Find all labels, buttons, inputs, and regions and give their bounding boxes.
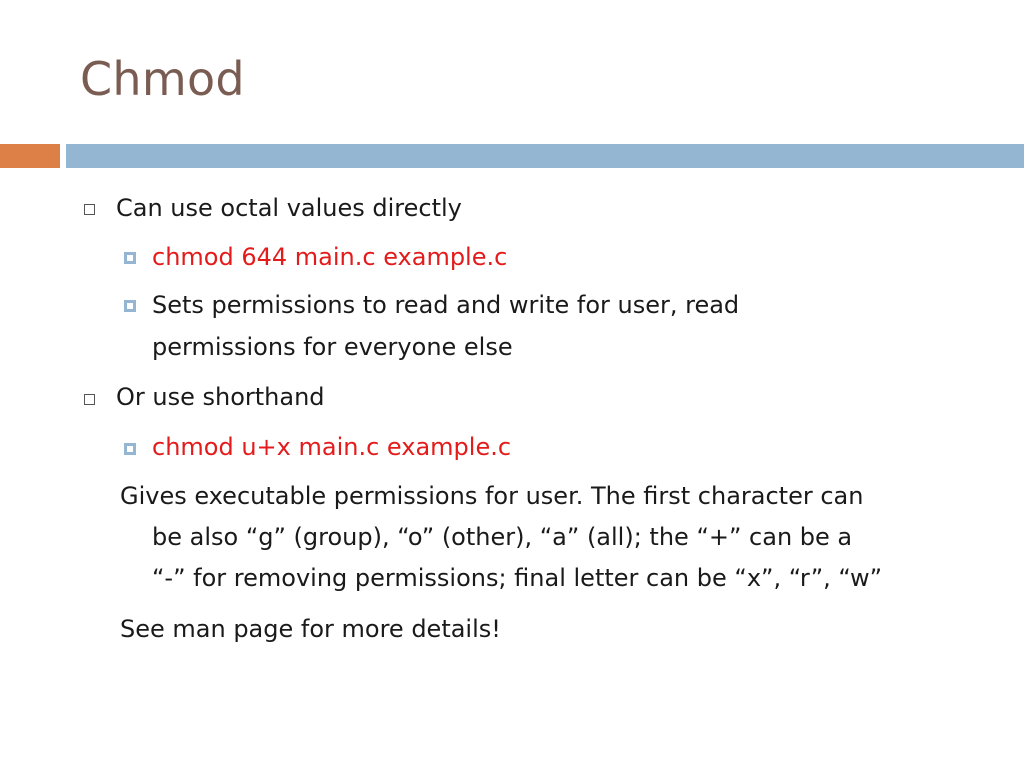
hollow-square-icon [84, 394, 95, 405]
paragraph-executable-line3: “-” for removing permissions; final letter can be “x”, “r”, “w” [152, 564, 883, 592]
paragraph-executable-line1: Gives executable permissions for user. The first character can [120, 482, 864, 510]
command-chmod-644: chmod 644 main.c example.c [152, 243, 508, 271]
bullet-shorthand: Or use shorthand [116, 383, 325, 411]
bullet-octal: Can use octal values directly [116, 194, 462, 222]
command-chmod-ux: chmod u+x main.c example.c [152, 433, 512, 461]
hollow-square-icon [84, 204, 95, 215]
sub-bullet-sets-permissions-line2: permissions for everyone else [152, 333, 513, 361]
filled-square-icon [124, 443, 136, 455]
paragraph-man-page: See man page for more details! [120, 615, 501, 643]
filled-square-icon [124, 252, 136, 264]
slide-title: Chmod [80, 52, 245, 106]
filled-square-icon [124, 300, 136, 312]
sub-bullet-sets-permissions-line1: Sets permissions to read and write for user, read [152, 291, 740, 319]
paragraph-executable-line2: be also “g” (group), “o” (other), “a” (all); the “+” can be a [152, 523, 853, 551]
